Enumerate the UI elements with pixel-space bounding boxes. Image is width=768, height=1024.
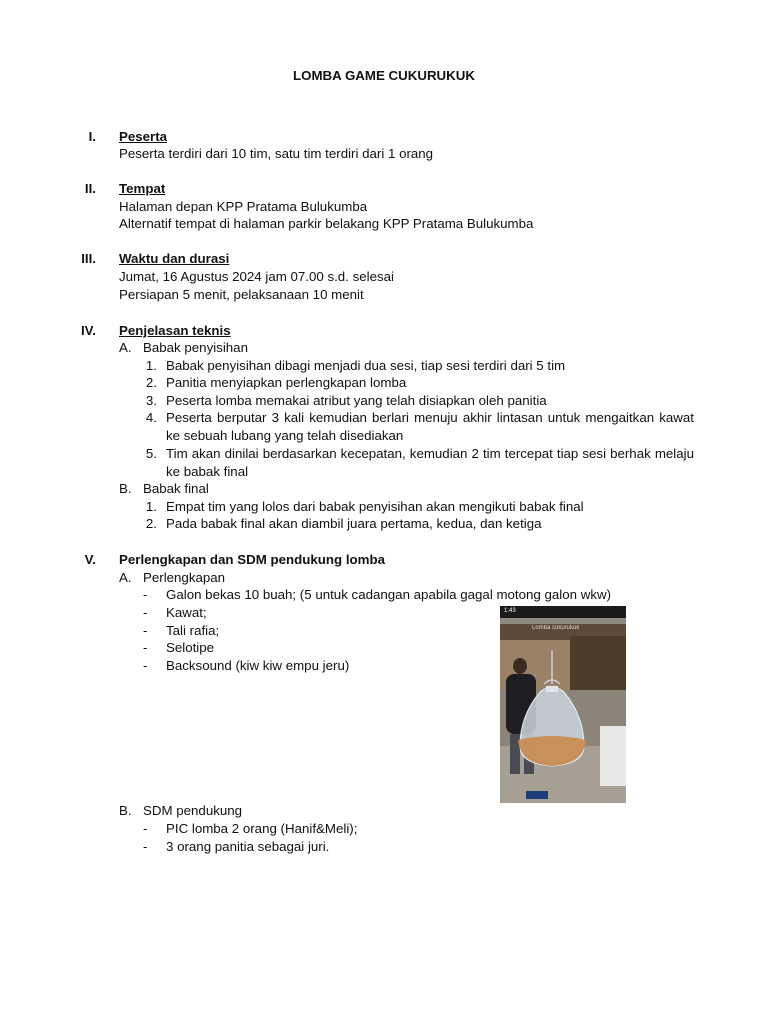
status-time: 1:43 [504, 608, 516, 614]
list-item: Backsound (kiw kiw empu jeru) [166, 658, 350, 673]
list-item: Babak penyisihan dibagi menjadi dua sesi, tiap sesi terdiri dari 5 tim [166, 358, 566, 373]
section-heading: Peserta [119, 129, 168, 144]
document-title: LOMBA GAME CUKURUKUK [293, 68, 475, 83]
sub-letter: A. [119, 340, 132, 355]
bullet-dash: - [143, 658, 148, 673]
embedded-photo [500, 606, 626, 803]
bullet-dash: - [143, 839, 148, 854]
list-item: Panitia menyiapkan perlengkapan lomba [166, 375, 407, 390]
item-number: 2. [145, 516, 157, 531]
section-numeral: IV. [80, 323, 96, 338]
list-item: Empat tim yang lolos dari babak penyisihan akan mengikuti babak final [166, 499, 584, 514]
section-numeral: V. [84, 552, 96, 567]
sub-label: SDM pendukung [143, 803, 243, 818]
sub-letter: B. [119, 803, 132, 818]
list-item: Tali rafia; [166, 623, 220, 638]
section-numeral: I. [88, 129, 96, 144]
sub-label: Babak final [143, 481, 209, 496]
list-item: Tim akan dinilai berdasarkan kecepatan, kemudian 2 tim tercepat tiap sesi berhak melaju ke babak final [166, 446, 694, 479]
photo-caption: Lomba cukurukuk [532, 625, 580, 631]
bullet-dash: - [143, 640, 148, 655]
body-line: Alternatif tempat di halaman parkir belakang KPP Pratama Bulukumba [119, 216, 534, 231]
item-number: 2. [145, 375, 157, 390]
photo-illustration [500, 606, 626, 803]
list-item: Peserta lomba memakai atribut yang telah disiapkan oleh panitia [166, 393, 547, 408]
bullet-dash: - [143, 623, 148, 638]
item-number: 3. [145, 393, 157, 408]
body-line: Jumat, 16 Agustus 2024 jam 07.00 s.d. selesai [119, 269, 394, 284]
bullet-dash: - [143, 587, 148, 602]
item-number: 1. [145, 358, 157, 373]
list-item: PIC lomba 2 orang (Hanif&Meli); [166, 821, 358, 836]
list-item: Peserta berputar 3 kali kemudian berlari menuju akhir lintasan untuk mengaitkan kawat ke sebuah lubang yang telah disediakan [166, 410, 694, 443]
bullet-dash: - [143, 821, 148, 836]
list-item: Pada babak final akan diambil juara pertama, kedua, dan ketiga [166, 516, 542, 531]
list-item: Kawat; [166, 605, 207, 620]
section-heading: Perlengkapan dan SDM pendukung lomba [119, 552, 385, 567]
list-item: 3 orang panitia sebagai juri. [166, 839, 330, 854]
list-item: Galon bekas 10 buah; (5 untuk cadangan apabila gagal motong galon wkw) [166, 587, 612, 602]
section-numeral: II. [84, 181, 96, 196]
item-number: 4. [145, 410, 157, 425]
sub-label: Babak penyisihan [143, 340, 248, 355]
section-heading: Tempat [119, 181, 166, 196]
bullet-dash: - [143, 605, 148, 620]
item-number: 5. [145, 446, 157, 461]
sub-letter: B. [119, 481, 132, 496]
list-item: Selotipe [166, 640, 215, 655]
body-line: Persiapan 5 menit, pelaksanaan 10 menit [119, 287, 364, 302]
sub-letter: A. [119, 570, 132, 585]
body-line: Halaman depan KPP Pratama Bulukumba [119, 199, 368, 214]
body-line: Peserta terdiri dari 10 tim, satu tim terdiri dari 1 orang [119, 146, 434, 161]
section-heading: Waktu dan durasi [119, 251, 230, 266]
section-numeral: III. [81, 251, 96, 266]
sub-label: Perlengkapan [143, 570, 226, 585]
item-number: 1. [145, 499, 157, 514]
section-heading: Penjelasan teknis [119, 323, 231, 338]
